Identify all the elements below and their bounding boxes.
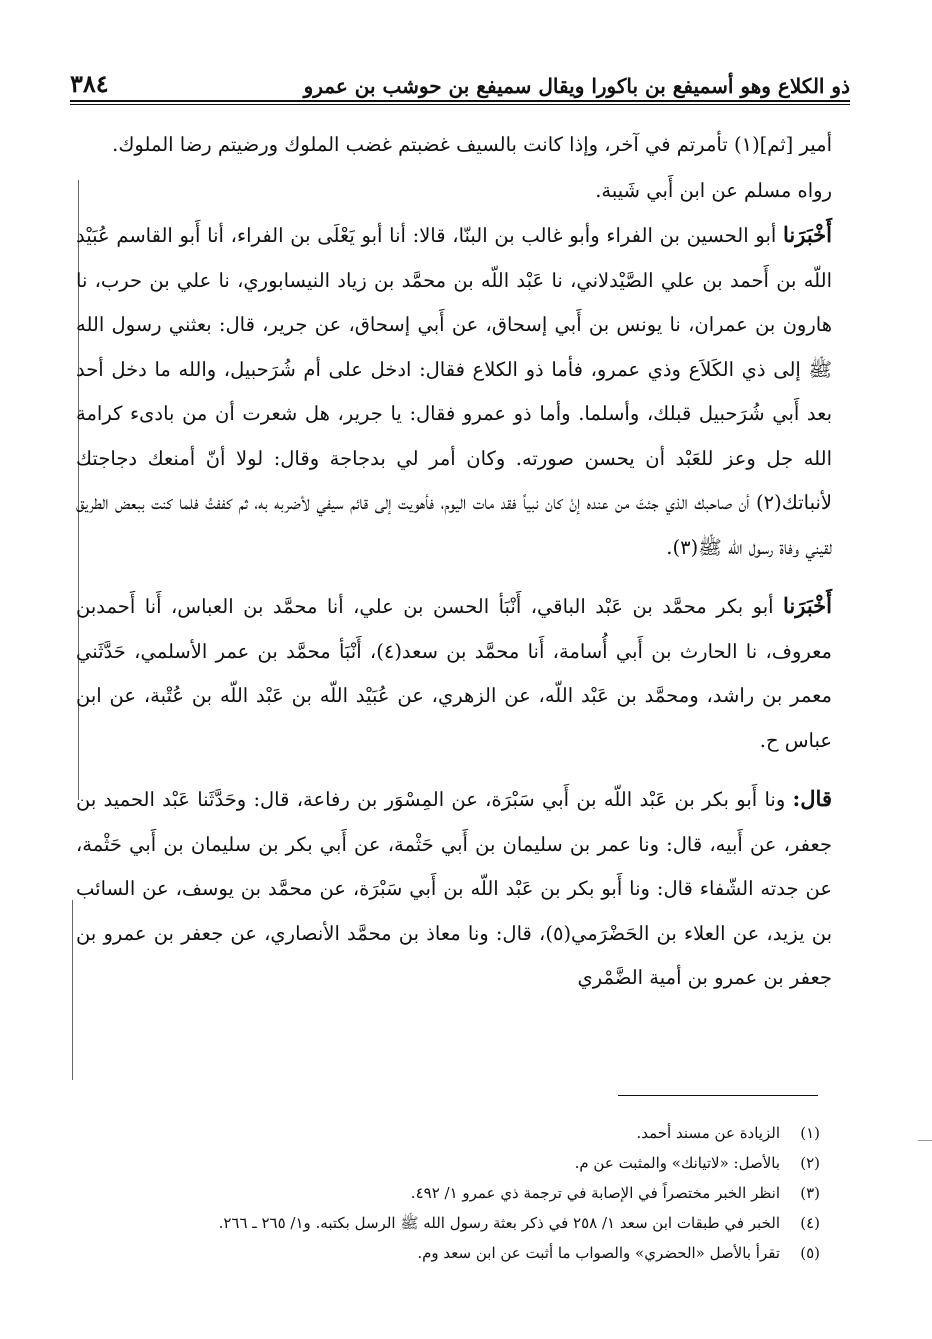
footnote-text: تقرأ بالأصل «الحضري» والصواب ما أثبت عن ابن سعد وم.	[417, 1244, 780, 1262]
footnote-text: الزيادة عن مسند أحمد.	[636, 1124, 780, 1142]
scan-edge-mark	[918, 1140, 932, 1141]
paragraph-text: رواه مسلم عن ابن أَبي شَيبة.	[595, 178, 832, 202]
header-rule	[70, 100, 850, 102]
paragraph-lead: أَخْبَرَنا	[783, 222, 832, 247]
paragraph	[76, 122, 832, 168]
main-text	[76, 122, 832, 1001]
footnote	[130, 1208, 820, 1238]
paragraph-text: ونا أَبو بكر بن عَبْد اللّه بن أَبي سَبْرَة، عن المِسْوَر بن رفاعة، قال: وحَدَّثَنا عَبْد الحميد بن جعفر، عن أَبيه، قال: ونا عمر بن سليمان بن أَبي حَثْمة، عن أَبي بكر بن سليمان بن أَبي حَثْمة، عن جدته الشّفاء قال: ونا أَبو بكر بن عَبْد اللّه بن أَبي سَبْرَة، عن محمَّد بن يوسف، عن السائب بن يزيد، عن العلاء بن الحَضْرَمي(٥)، قال: ونا معاذ بن محمَّد الأنصاري، عن جعفر بن عمرو بن جعفر بن عمرو بن أمية الضَّمْري	[76, 788, 832, 989]
paragraph	[76, 777, 832, 1001]
header-rule-thin	[70, 104, 850, 105]
running-title: ذو الكلاع وهو أسميفع بن باكورا ويقال سميفع بن حوشب بن عمرو	[303, 74, 850, 98]
page-number: ٣٨٤	[70, 69, 109, 98]
paragraph-lead: أَخْبَرَنا	[783, 593, 832, 618]
paragraph	[76, 168, 832, 214]
footnote-number: (٢)	[800, 1154, 820, 1172]
footnote-number: (٥)	[800, 1244, 820, 1262]
footnote-text: بالأصل: «لاتيانك» والمثبت عن م.	[574, 1154, 780, 1172]
paragraph	[76, 213, 832, 570]
paragraph-text: أبو بكر محمَّد بن عَبْد الباقي، أَنْبَأ الحسن بن علي، أنا محمَّد بن العباس، أَنا أَحمدبن معروف، نا الحارث بن أَبي أُسامة، أَنا محمَّد بن سعد(٤)، أَنْبَأ محمَّد بن عمر الأسلمي، حَدَّثَني معمر بن راشد، ومحمَّد بن عَبْد اللّه، عن الزهري، عن عُبَيْد اللّه بن عَبْد اللّه بن عُتْبة، عن ابن عباس ح.	[76, 595, 832, 752]
scan-margin-line	[72, 900, 73, 1080]
footnote	[130, 1178, 820, 1208]
footnote	[130, 1118, 820, 1148]
footnote-number: (١)	[800, 1124, 820, 1142]
footnotes	[130, 1118, 820, 1268]
paragraph-text: أبو الحسين بن الفراء وأبو غالب بن البنّا، قالا: أنا أبو يَعْلَى بن الفراء، أنا أَبو القاسم عُبَيْد اللّه بن أَحمد بن علي الصَّيْدلاني، نا عَبْد اللّه بن محمَّد بن زياد النيسابوري، نا علي بن حرب، نا هارون بن عمران، نا يونس بن أَبي إسحاق، عن أَبي إسحاق، عن جرير، قال: بعثني رسول الله ﷺ إلى ذي الكَلاَع وذي عمرو، فأما ذو الكلاع فقال: ادخل على أم شُرَحبيل، والله ما دخل أحد بعد أَبي شُرَحبيل قبلك، وأسلما. وأما ذو عمرو فقال: يا جرير، هل شعرت أن من بادىء كرامة الله جل وعز للعَبْد أن يحسن صورته. وكان أمر لي بدجاجة وقال: لولا أنّ أمنعك دجاجتك لأنباتك(٢) أن صاحبك الذي جئتَ من عنده إنْ كان نبياً فقد مات اليوم، فأهويت إلى قائم سيفي لأضربه به، ثم كففتُ فلما كنت ببعض الطريق لقيني وفاة رسول الله ﷺ(٣).	[76, 224, 832, 559]
footnote-number: (٣)	[800, 1184, 820, 1202]
footnote-number: (٤)	[800, 1214, 820, 1232]
paragraph-lead: قال:	[792, 786, 832, 811]
footnote	[130, 1238, 820, 1268]
footnote-separator	[618, 1095, 818, 1096]
footnote-text: الخبر في طبقات ابن سعد ١/ ٢٥٨ في ذكر بعثة رسول الله ﷺ الرسل بكتبه. و١/ ٢٦٥ ـ ٢٦٦.	[218, 1214, 780, 1232]
paragraph	[76, 584, 832, 763]
footnote	[130, 1148, 820, 1178]
footnote-text: انظر الخبر مختصراً في الإصابة في ترجمة ذي عمرو ١/ ٤٩٢.	[410, 1184, 780, 1202]
paragraph-text: أمير [ثم](١) تأمرتم في آخر، وإذا كانت بالسيف غضبتم غضب الملوك ورضيتم رضا الملوك.	[112, 133, 832, 156]
page-header	[70, 58, 850, 98]
